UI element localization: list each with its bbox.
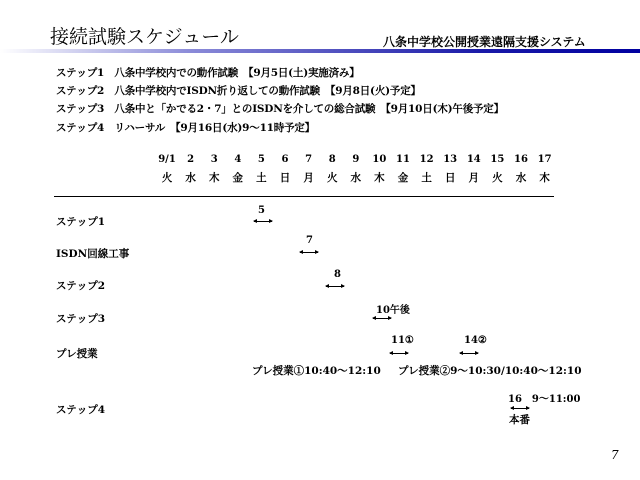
calendar-day: 3	[210, 154, 218, 165]
calendar-weekday: 火	[326, 172, 338, 184]
step-description-2: ステップ2 八条中学校内でISDN折り返しての動作試験 【9月8日(火)予定】	[56, 85, 421, 97]
calendar-weekday: 水	[515, 172, 527, 184]
calendar-divider	[54, 196, 554, 197]
calendar-day: 15	[490, 154, 505, 165]
step-description-4: ステップ4 リハーサル 【9月16日(水)9～11時予定】	[56, 122, 315, 134]
pre-lesson-2-arrow	[460, 353, 478, 354]
calendar-day: 17	[537, 154, 552, 165]
step3-date-mark: 10午後	[376, 305, 410, 316]
step1-arrow	[254, 221, 272, 222]
calendar-day: 10	[372, 154, 387, 165]
calendar-day: 16	[514, 154, 528, 165]
calendar-weekday: 土	[421, 172, 432, 184]
step4-note: 本番	[509, 414, 530, 426]
pre-lesson-2-note: プレ授業②9～10:30/10:40～12:10	[398, 365, 582, 377]
pre-lesson-1-arrow	[390, 353, 408, 354]
calendar-day: 8	[328, 154, 336, 165]
calendar-day: 12	[419, 154, 434, 165]
pre-lesson-2-mark: 14②	[464, 335, 487, 346]
title-divider	[0, 49, 640, 53]
calendar-day: 4	[234, 154, 242, 165]
calendar-weekday: 金	[232, 172, 244, 184]
step-description-3: ステップ3 八条中と「かでる2・7」とのISDNを介しての総合試験 【9月10日(木)午後予定】	[56, 103, 504, 115]
calendar-weekday: 火	[161, 172, 173, 184]
calendar-day: 2	[187, 154, 195, 165]
row-label-step3: ステップ3	[56, 313, 106, 325]
step4-date-mark: 16 9～11:00	[508, 394, 581, 405]
calendar-weekday: 月	[303, 172, 314, 184]
calendar-weekday: 木	[208, 172, 220, 184]
calendar-day: 14	[466, 154, 481, 165]
calendar-day: 9/1	[158, 154, 176, 165]
step2-arrow	[326, 286, 344, 287]
calendar-day: 7	[305, 154, 313, 165]
isdn-arrow	[300, 252, 318, 253]
calendar-weekday: 月	[468, 172, 480, 184]
calendar-day: 9	[352, 154, 360, 165]
row-label-step2: ステップ2	[56, 280, 106, 292]
calendar-weekday: 水	[350, 172, 362, 184]
row-label-step1: ステップ1	[56, 216, 106, 228]
step-description-1: ステップ1 八条中学校内での動作試験 【9月5日(土)実施済み】	[56, 67, 360, 79]
calendar-weekday: 木	[539, 172, 550, 184]
row-label-step4: ステップ4	[56, 404, 106, 416]
calendar-weekday: 火	[492, 172, 503, 184]
calendar-weekday: 金	[397, 172, 409, 184]
page-title: 接続試験スケジュール	[50, 26, 239, 48]
pre-lesson-1-note: プレ授業①10:40～12:10	[252, 365, 381, 377]
step1-date-mark: 5	[258, 205, 265, 216]
calendar-weekday: 土	[256, 172, 267, 184]
row-label-pre-lesson: プレ授業	[56, 348, 98, 360]
page-number: 7	[611, 448, 619, 462]
row-label-isdn: ISDN回線工事	[56, 248, 130, 260]
calendar-day: 11	[396, 154, 410, 165]
calendar-weekday: 水	[185, 172, 196, 184]
calendar-weekday: 日	[279, 172, 291, 184]
step3-arrow	[373, 318, 391, 319]
calendar-day: 5	[257, 154, 265, 165]
calendar-weekday: 日	[444, 172, 456, 184]
step4-arrow	[511, 408, 529, 409]
calendar-day: 13	[443, 154, 458, 165]
isdn-date-mark: 7	[306, 235, 313, 246]
calendar-weekday: 木	[374, 172, 385, 184]
system-name: 八条中学校公開授業遠隔支援システム	[383, 35, 586, 49]
calendar-day: 6	[281, 154, 289, 165]
step2-date-mark: 8	[334, 269, 341, 280]
pre-lesson-1-mark: 11①	[391, 335, 414, 346]
